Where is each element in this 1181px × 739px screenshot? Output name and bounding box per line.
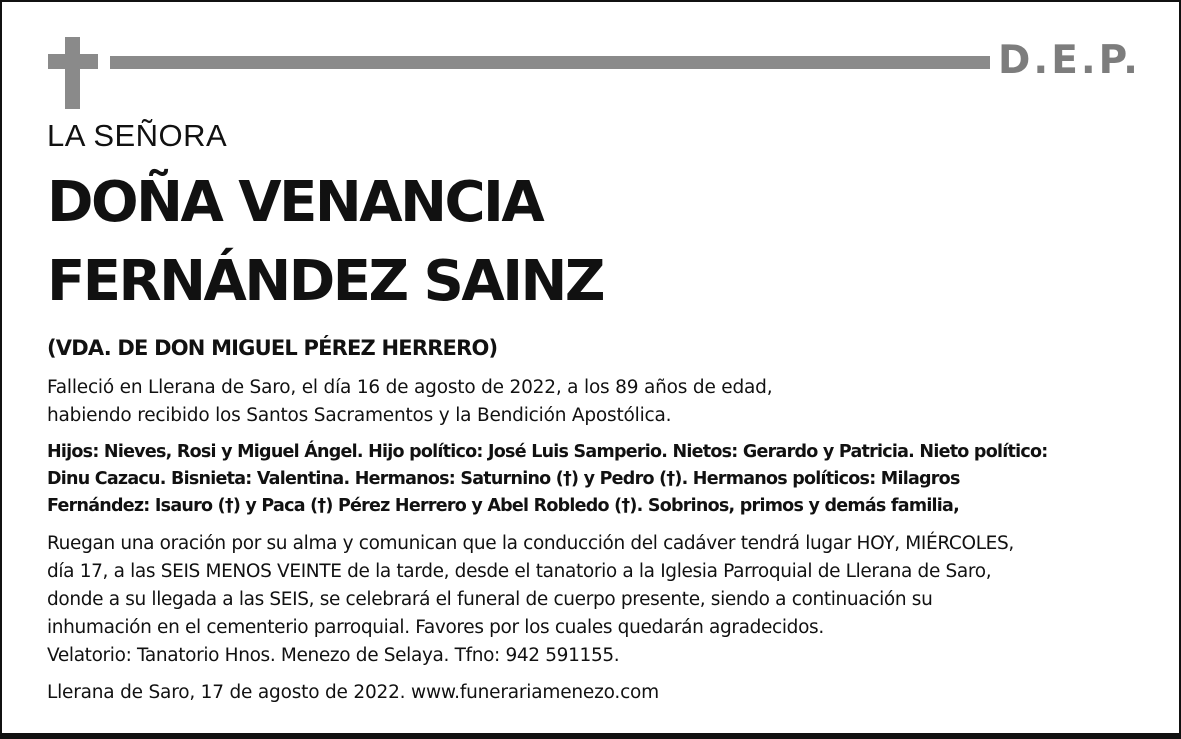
deceased-name-line-1: DOÑA VENANCIA [47,170,543,235]
honorific: LA SEÑORA [47,118,228,153]
death-notice-line: Falleció en Llerana de Saro, el día 16 de agosto de 2022, a los 89 años de edad, [47,377,773,398]
header-rule [110,56,990,69]
cross-icon [48,37,98,109]
family-line: Hijos: Nieves, Rosi y Miguel Ángel. Hijo político: José Luis Samperio. Nietos: Gerardo y Patricia. Nieto político: [47,442,1048,462]
dep-label: D.E.P. [998,38,1141,83]
request-line: inhumación en el cementerio parroquial. Favores por los cuales quedarán agradecidos. [47,617,824,638]
family-line: Fernández: Isauro (†) y Paca (†) Pérez Herrero y Abel Robledo (†). Sobrinos, primos y demás familia, [47,496,960,516]
wake-info: Velatorio: Tanatorio Hnos. Menezo de Selaya. Tfno: 942 591155. [47,645,620,666]
request-line: donde a su llegada a las SEIS, se celebrará el funeral de cuerpo presente, siendo a continuación su [47,589,933,610]
request-line: día 17, a las SEIS MENOS VEINTE de la tarde, desde el tanatorio a la Iglesia Parroquial de Llerana de Saro, [47,561,992,582]
death-notice-line: habiendo recibido los Santos Sacramentos y la Bendición Apostólica. [47,405,672,426]
deceased-name-line-2: FERNÁNDEZ SAINZ [47,249,604,314]
widow-of: (VDA. DE DON MIGUEL PÉREZ HERRERO) [47,336,498,360]
signature-line: Llerana de Saro, 17 de agosto de 2022. www.funerariamenezo.com [47,682,659,703]
request-line: Ruegan una oración por su alma y comunican que la conducción del cadáver tendrá lugar HOY, MIÉRCOLES, [47,533,1014,554]
family-line: Dinu Cazacu. Bisnieta: Valentina. Hermanos: Saturnino (†) y Pedro (†). Hermanos políticos: Milagros [47,469,960,489]
